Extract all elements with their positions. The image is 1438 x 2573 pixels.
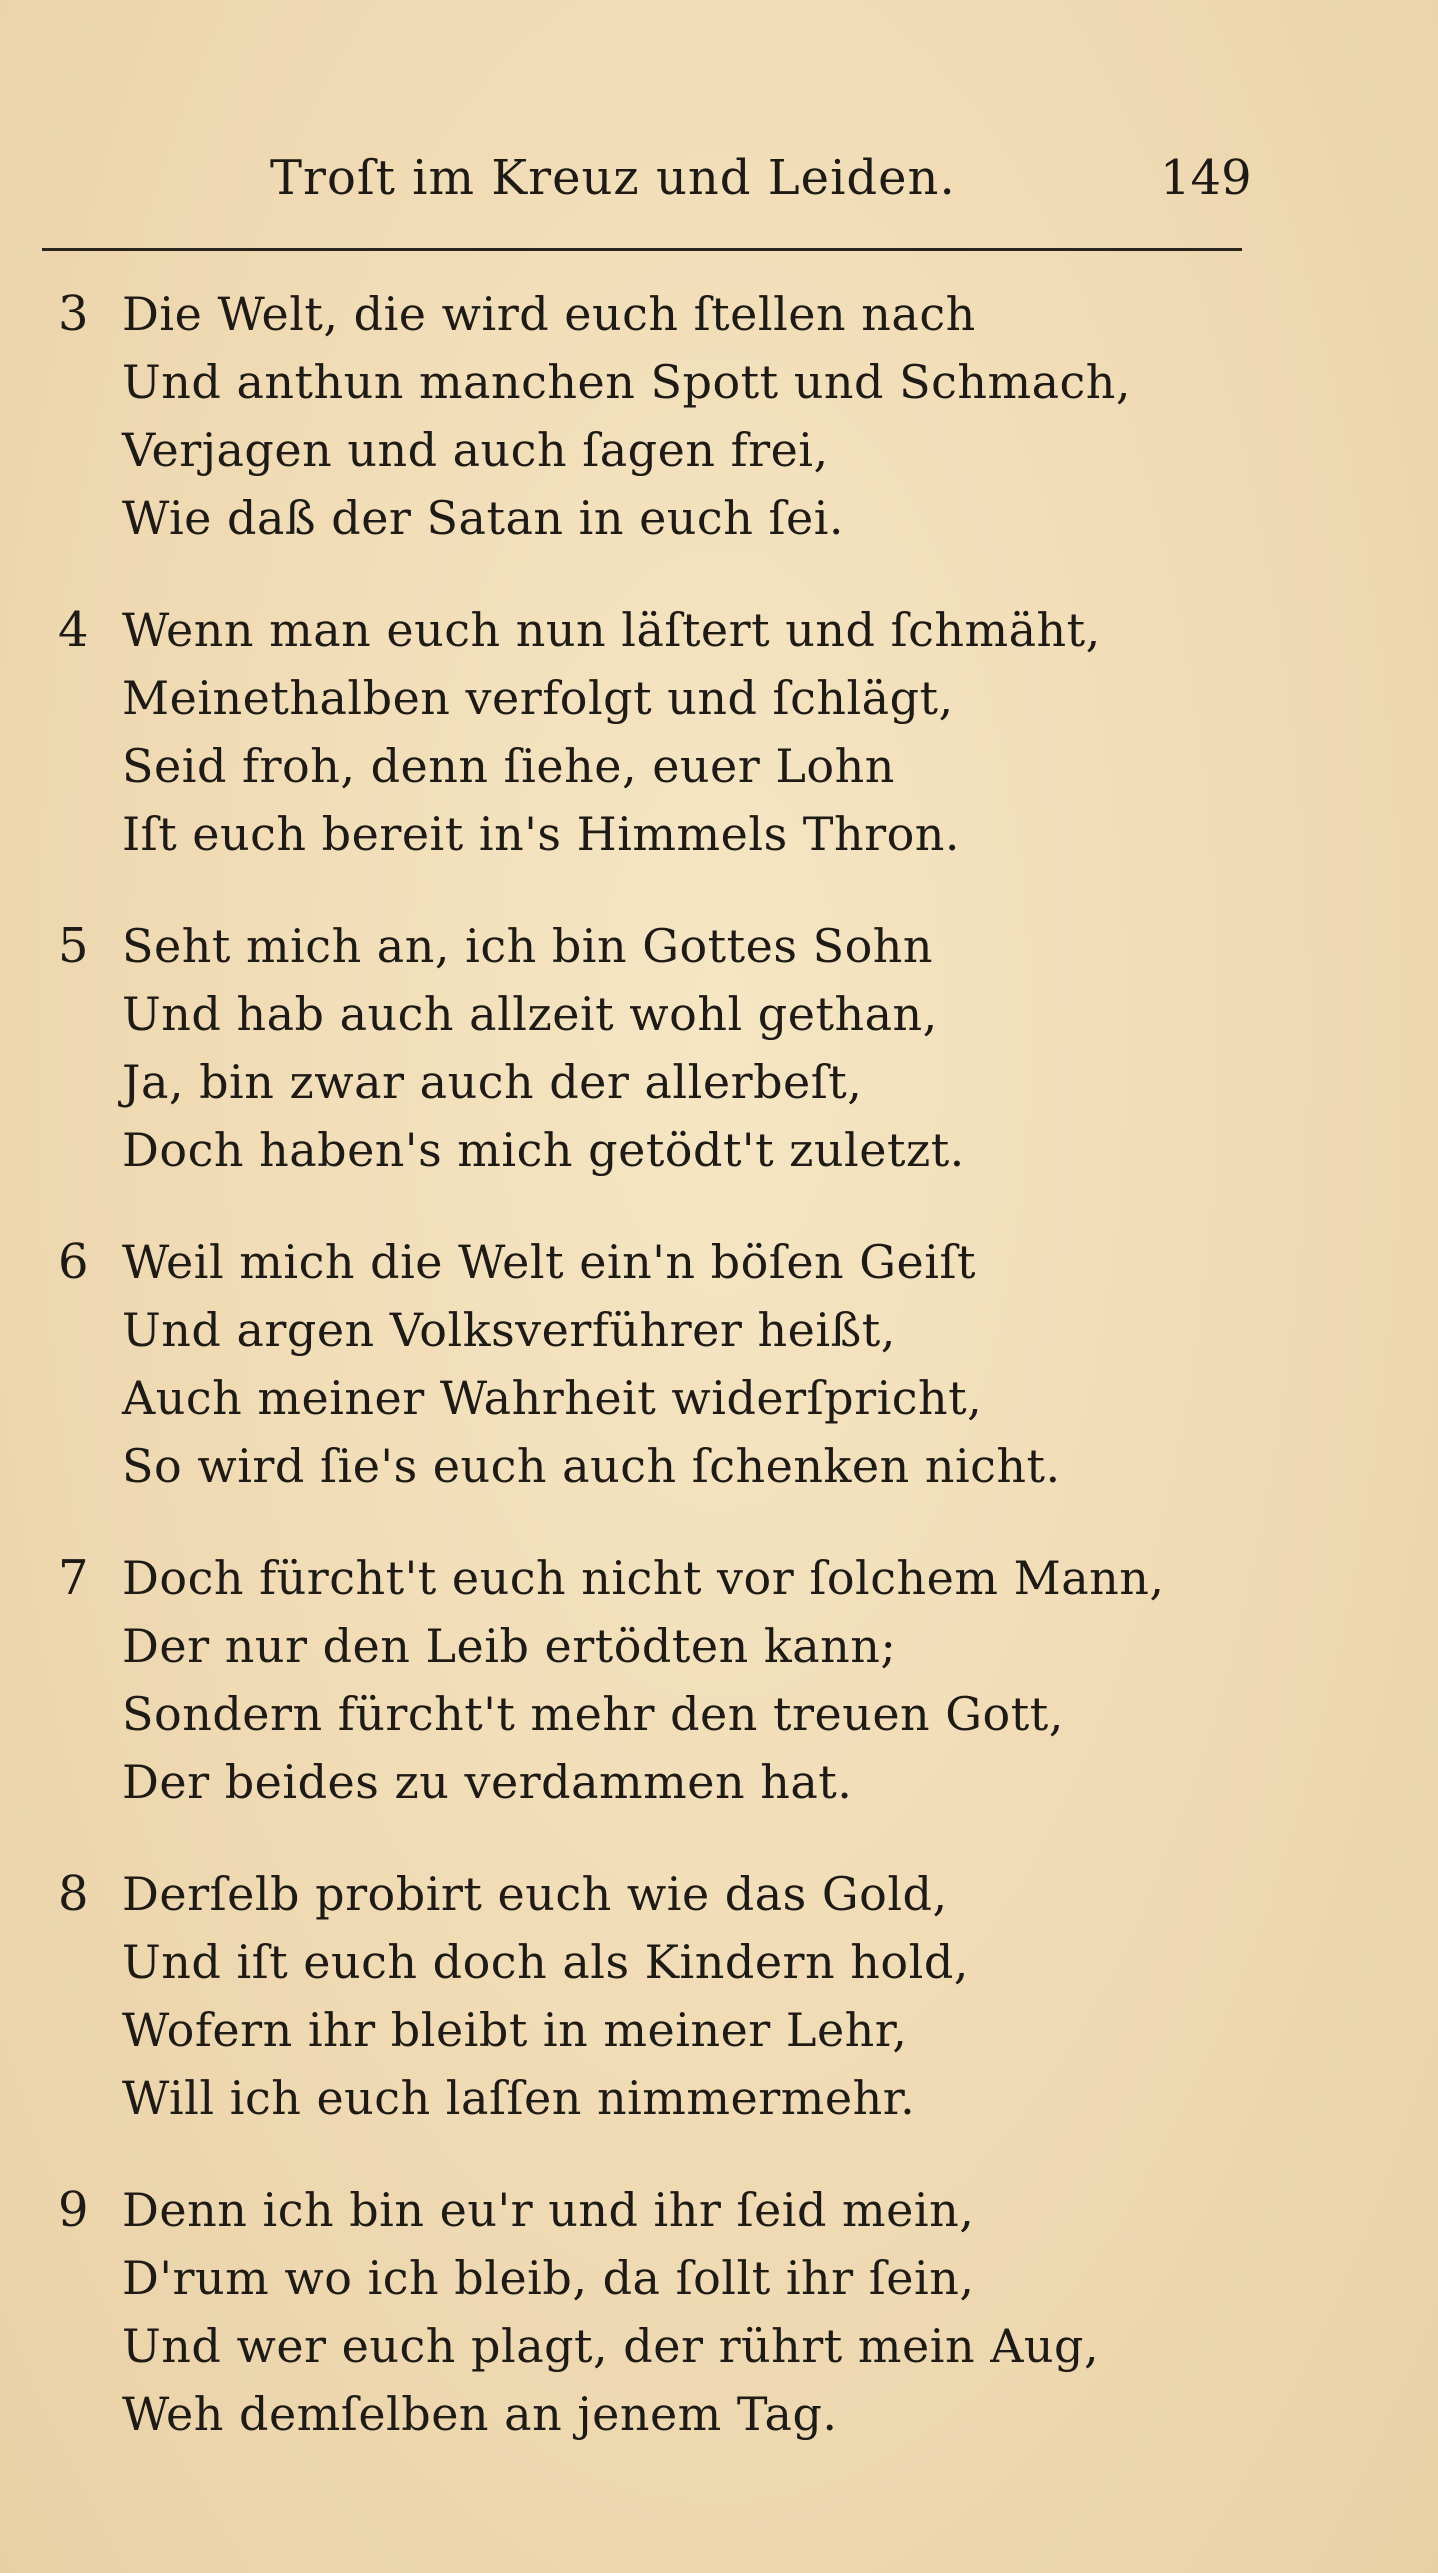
- verse-line: Seht mich an, ich bin Gottes Sohn: [122, 919, 934, 973]
- stanza-number: 8: [58, 1866, 89, 1922]
- verse-line: Will ich euch laſſen nimmermehr.: [122, 2071, 916, 2125]
- verse-line: Die Welt, die wird euch ſtellen nach: [122, 287, 976, 341]
- verse-line: Seid froh, denn ſiehe, euer Lohn: [122, 739, 895, 793]
- verse-line: Doch fürcht't euch nicht vor ſolchem Mann,: [122, 1551, 1165, 1605]
- running-header: [0, 150, 1438, 220]
- verse-line: Wie daß der Satan in euch ſei.: [122, 491, 845, 545]
- stanza: [0, 596, 1438, 868]
- verse-line: Wofern ihr bleibt in meiner Lehr,: [122, 2003, 908, 2057]
- verse-line: Und hab auch allzeit wohl gethan,: [122, 987, 938, 1041]
- verse-line: Derſelb probirt euch wie das Gold,: [122, 1867, 948, 1921]
- stanza-number: 4: [58, 602, 89, 658]
- stanza: [0, 1228, 1438, 1500]
- verse-line: Weil mich die Welt ein'n böſen Geiſt: [122, 1235, 976, 1289]
- stanza-number: 6: [58, 1234, 89, 1290]
- stanza: [0, 912, 1438, 1184]
- stanza-number: 9: [58, 2182, 89, 2238]
- verse-line: Meinethalben verfolgt und ſchlägt,: [122, 671, 954, 725]
- verse-line: Ja, bin zwar auch der allerbeſt,: [122, 1055, 863, 1109]
- header-rule: [42, 248, 1242, 251]
- verse-line: So wird ſie's euch auch ſchenken nicht.: [122, 1439, 1061, 1493]
- stanza: [0, 1860, 1438, 2132]
- verse-line: Und wer euch plagt, der rührt mein Aug,: [122, 2319, 1100, 2373]
- verse-line: Denn ich bin eu'r und ihr ſeid mein,: [122, 2183, 975, 2237]
- verse-line: Iſt euch bereit in's Himmels Thron.: [122, 807, 961, 861]
- verse-line: Und argen Volksverführer heißt,: [122, 1303, 896, 1357]
- verse-line: Weh demſelben an jenem Tag.: [122, 2387, 838, 2441]
- verse-line: Der nur den Leib ertödten kann;: [122, 1619, 897, 1673]
- verse-line: Der beides zu verdammen hat.: [122, 1755, 853, 1809]
- stanza: [0, 1544, 1438, 1816]
- stanza-number: 7: [58, 1550, 89, 1606]
- page-number: 149: [1160, 150, 1252, 206]
- verse-line: Sondern fürcht't mehr den treuen Gott,: [122, 1687, 1064, 1741]
- stanza-number: 5: [58, 918, 89, 974]
- verse-line: Verjagen und auch ſagen frei,: [122, 423, 829, 477]
- verse-line: Wenn man euch nun läſtert und ſchmäht,: [122, 603, 1101, 657]
- stanza: [0, 280, 1438, 552]
- header-title: Troſt im Kreuz und Leiden.: [270, 150, 956, 206]
- verse-line: Und iſt euch doch als Kindern hold,: [122, 1935, 969, 1989]
- hymn-stanzas: [0, 280, 1438, 2492]
- stanza-number: 3: [58, 286, 89, 342]
- verse-line: Doch haben's mich getödt't zuletzt.: [122, 1123, 965, 1177]
- verse-line: Und anthun manchen Spott und Schmach,: [122, 355, 1132, 409]
- verse-line: Auch meiner Wahrheit widerſpricht,: [122, 1371, 983, 1425]
- verse-line: D'rum wo ich bleib, da ſollt ihr ſein,: [122, 2251, 975, 2305]
- stanza: [0, 2176, 1438, 2448]
